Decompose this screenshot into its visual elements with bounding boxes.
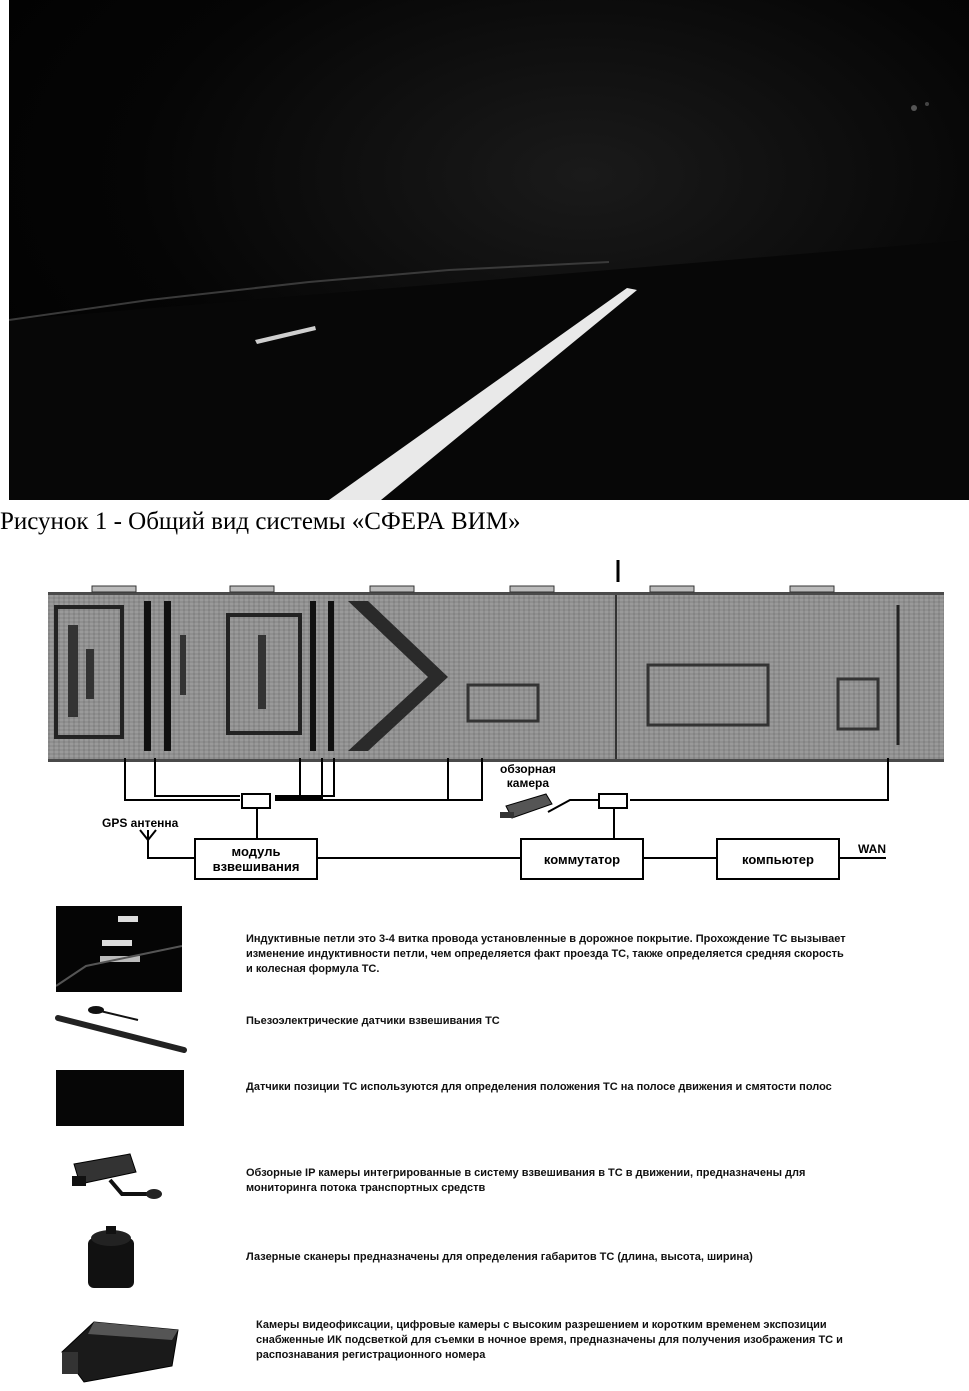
lamp-marker [230,586,274,592]
wan-label: WAN [858,842,886,856]
lamp-marker [650,586,694,592]
gps-cable [148,840,194,858]
position-sensor-icon [56,1070,184,1126]
junction-box [241,793,271,809]
cable [275,758,482,800]
ip-camera-icon [70,1150,166,1202]
camera-label: обзорная камера [500,762,556,790]
figure-caption: Рисунок 1 - Общий вид системы «СФЕРА ВИМ» [0,508,521,535]
computer-box: компьютер [716,838,840,880]
cable [275,758,334,796]
overview-camera-icon [500,794,552,818]
lamp-marker [510,586,554,592]
cable [630,758,888,800]
cable [275,758,300,800]
piezo-sensor-icon [54,1004,188,1056]
video-camera-icon [54,1308,184,1386]
cable [125,758,240,800]
legend-text: Лазерные сканеры предназначены для определения габаритов ТС (длина, высота, ширина) [246,1251,753,1263]
inductive-loop-icon [56,906,182,992]
gps-label: GPS антенна [102,816,179,830]
legend-text: Камеры видеофиксации, цифровые камеры с высоким разрешением и коротким временем экспозиции снабженные ИК подсветкой для съемки в ночное время, предназначены для получения изображения ТС и распознавания регистрационного номера [256,1319,843,1361]
gps-antenna-icon [140,830,156,842]
legend-text: Пьезоэлектрические датчики взвешивания ТС [246,1015,500,1027]
legend-text: Индуктивные петли это 3-4 витка провода установленные в дорожное покрытие. Прохождение ТС вызывает изменение индуктивности петли, чем определяется факт проезда ТС, также определяется средняя скорость и колесная формула ТС. [246,933,846,975]
cable [275,758,322,798]
legend-text: Датчики позиции ТС используются для определения положения ТС на полосе движения и смятости полос [246,1081,832,1093]
lamp-markers [92,586,834,592]
cable [155,758,240,796]
lamp-marker [92,586,136,592]
switch-box: коммутатор [520,838,644,880]
camera-cable [548,800,598,812]
lamp-marker [370,586,414,592]
weighing-module-box: модуль взвешивания [194,838,318,880]
laser-scanner-icon [84,1226,138,1290]
lamp-marker [790,586,834,592]
legend-text: Обзорные IP камеры интегрированные в систему взвешивания в ТС в движении, предназначены для мониторинга потока транспортных средств [246,1167,806,1194]
junction-box [598,793,628,809]
